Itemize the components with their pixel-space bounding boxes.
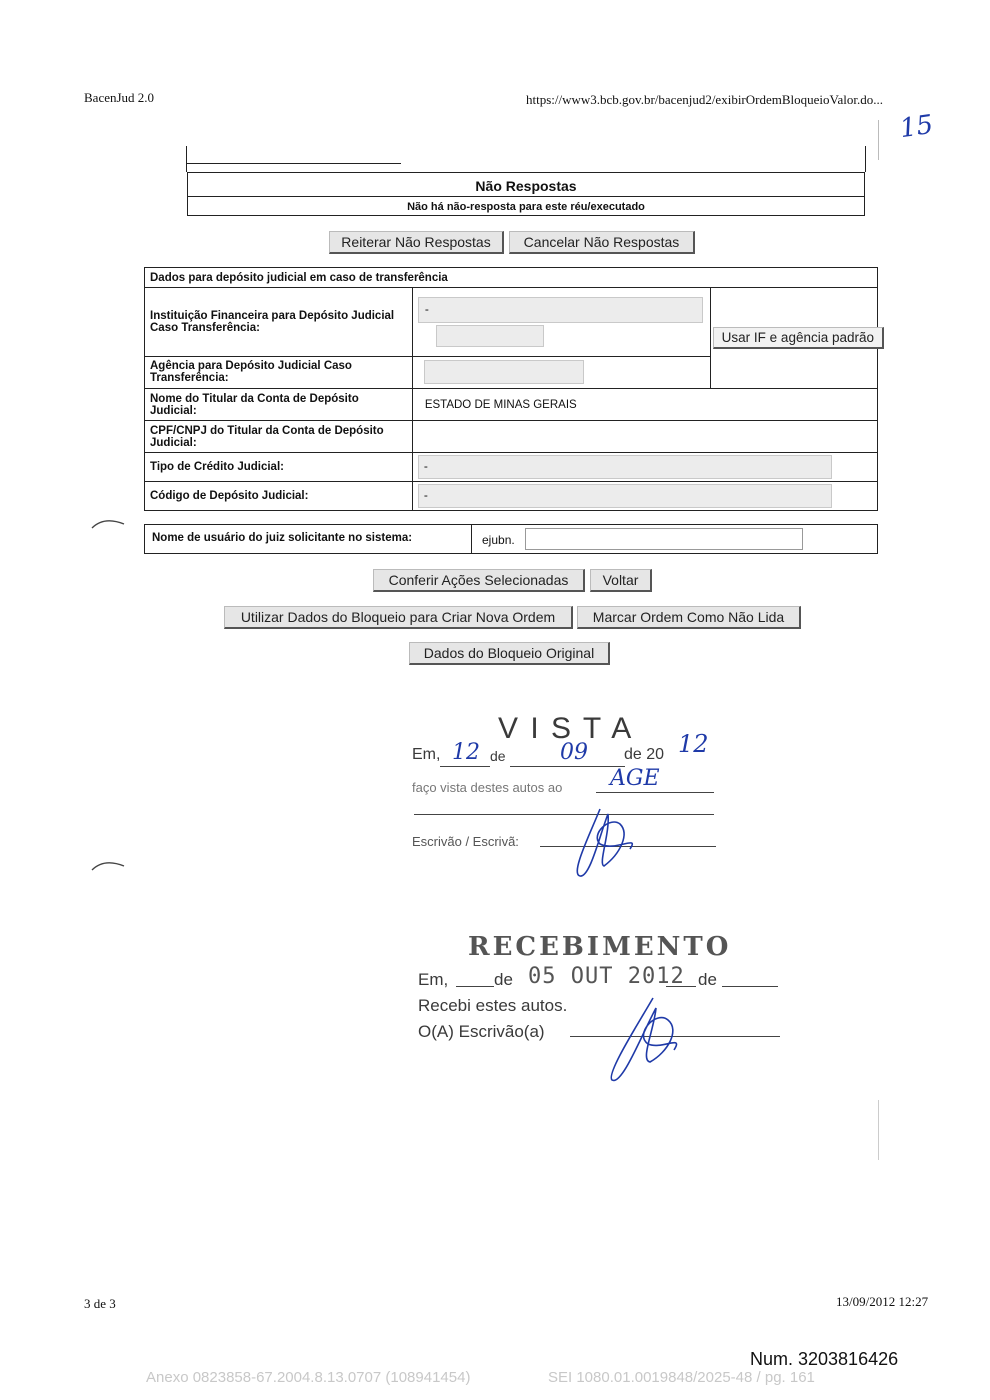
utilizar-dados-button[interactable]: Utilizar Dados do Bloqueio para Criar Nova Ordem: [224, 606, 573, 629]
recebimento-date-line: [666, 986, 696, 987]
agencia-cell: [412, 356, 710, 388]
scan-mark: [90, 516, 130, 532]
agencia-input[interactable]: [424, 360, 584, 384]
vista-year: 12: [678, 730, 709, 758]
nao-respostas-title: Não Respostas: [187, 172, 865, 196]
margin-line: [878, 120, 879, 160]
document-number: Num. 3203816426: [750, 1349, 899, 1369]
margin-line: [878, 1100, 879, 1160]
recebimento-date: 05 OUT 2012: [528, 964, 685, 989]
recebimento-em: Em,: [418, 970, 449, 989]
vista-stamp-title: V I S T A: [498, 712, 634, 745]
recebimento-de1: de: [494, 970, 513, 989]
anexo-watermark: Anexo 0823858-67.2004.8.13.0707 (108941454): [146, 1369, 471, 1386]
recebimento-year-line: [722, 986, 778, 987]
recebimento-day-line: [456, 986, 494, 987]
usuario-prefix: ejubn.: [482, 533, 515, 547]
instituicao-label: Instituição Financeira para Depósito Judicial Caso Transferência:: [145, 288, 413, 357]
frame-left-line: [186, 146, 187, 172]
vista-month: 09: [560, 740, 588, 765]
vista-escrivao: Escrivão / Escrivã:: [412, 834, 519, 849]
vista-de1: de: [490, 748, 506, 764]
nao-respostas-subtitle: Não há não-resposta para este réu/executado: [187, 196, 865, 216]
agencia-label: Agência para Depósito Judicial Caso Transferência:: [145, 356, 413, 388]
cancelar-nao-respostas-button[interactable]: Cancelar Não Respostas: [509, 231, 695, 254]
vista-month-line: [510, 766, 625, 767]
recebimento-de2: de: [698, 970, 717, 989]
codigo-deposito-label: Código de Depósito Judicial:: [145, 482, 413, 511]
usuario-label: Nome de usuário do juiz solicitante no sistema:: [152, 532, 413, 544]
instituicao-code-input[interactable]: [436, 325, 544, 347]
recebimento-escrivao: O(A) Escrivão(a): [418, 1022, 545, 1041]
instituicao-select[interactable]: -: [418, 297, 703, 323]
vista-em: Em,: [412, 746, 441, 763]
vista-day: 12: [452, 740, 480, 765]
usuario-divider: [471, 525, 472, 553]
frame-top-line: [186, 163, 401, 164]
frame-right-line: [865, 146, 866, 172]
usar-if-cell: [710, 288, 877, 389]
vista-faco: faço vista destes autos ao: [412, 780, 563, 795]
cpf-value: [412, 421, 877, 453]
instituicao-cell: [412, 288, 710, 357]
usuario-input[interactable]: [525, 528, 803, 550]
vista-to-line: [596, 792, 714, 793]
print-datetime: 13/09/2012 12:27: [836, 1294, 929, 1309]
page-url: https://www3.bcb.gov.br/bacenjud2/exibirOrdemBloqueioValor.do...: [526, 92, 883, 107]
cpf-label: CPF/CNPJ do Titular da Conta de Depósito Judicial:: [145, 421, 413, 453]
tipo-credito-label: Tipo de Crédito Judicial:: [145, 453, 413, 482]
marcar-nao-lida-button[interactable]: Marcar Ordem Como Não Lida: [577, 606, 801, 629]
deposito-table: [144, 267, 878, 511]
dados-bloqueio-original-button[interactable]: Dados do Bloqueio Original: [409, 642, 610, 665]
vista-de2: de 20: [624, 746, 665, 763]
sei-watermark: SEI 1080.01.0019848/2025-48 / pg. 161: [548, 1369, 815, 1386]
usar-if-agencia-padrao-button[interactable]: Usar IF e agência padrão: [713, 327, 884, 349]
vista-signature: [560, 804, 650, 884]
app-title: BacenJud 2.0: [84, 90, 155, 105]
page-number: 3 de 3: [84, 1296, 116, 1311]
scan-mark: [90, 858, 130, 874]
deposito-title: Dados para depósito judicial em caso de transferência: [145, 268, 878, 288]
reiterar-nao-respostas-button[interactable]: Reiterar Não Respostas: [329, 231, 504, 254]
recebimento-stamp-title: RECEBIMENTO: [468, 932, 732, 962]
tipo-credito-select[interactable]: -: [418, 455, 832, 479]
vista-day-line: [440, 766, 490, 767]
vista-to: AGE: [610, 766, 660, 791]
codigo-deposito-select[interactable]: -: [418, 484, 832, 508]
recebimento-signature: [598, 994, 688, 1086]
conferir-acoes-button[interactable]: Conferir Ações Selecionadas: [373, 569, 585, 592]
titular-label: Nome do Titular da Conta de Depósito Judicial:: [145, 389, 413, 421]
tipo-credito-cell: [412, 453, 877, 482]
titular-value: ESTADO DE MINAS GERAIS: [412, 389, 877, 421]
recebimento-recebi: Recebi estes autos.: [418, 996, 568, 1015]
margin-note: 15: [898, 109, 936, 145]
usuario-box: [144, 524, 878, 554]
codigo-deposito-cell: [412, 482, 877, 511]
voltar-button[interactable]: Voltar: [590, 569, 652, 592]
